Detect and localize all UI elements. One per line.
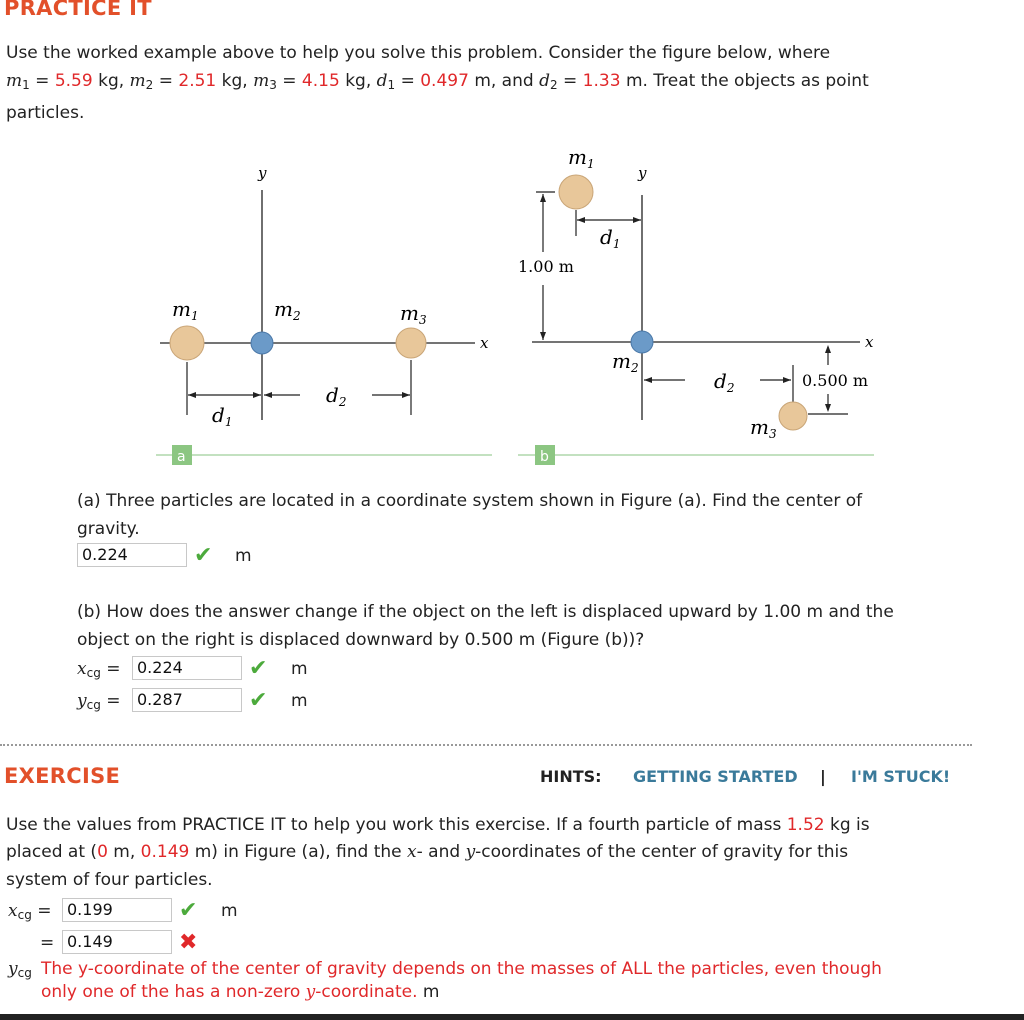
part-b-ycg-input[interactable]: 0.287 xyxy=(132,688,242,712)
d2-value: 1.33 xyxy=(582,71,621,91)
d1-symbol: d xyxy=(376,71,388,91)
exercise-xcg-check-icon: ✔ xyxy=(179,898,198,923)
m3-value: 4.15 xyxy=(301,71,340,91)
exercise-text-1b: kg is xyxy=(830,815,870,835)
exercise-xcg-input[interactable]: 0.199 xyxy=(62,898,172,922)
part-b-xcg-check-icon: ✔ xyxy=(249,656,268,681)
intro-line-2: $m_1 = 5.59$ kg, $m_2 = 2.51$ kg, $m_3 = 4.15$ kg, $d_1 = 0.497$ m, and $d_2 = 1.33$ m. Treat the objects as point xyxy=(6,71,869,92)
exercise-feedback-y-var: y xyxy=(305,982,316,1002)
figure-a-d2-arrowhead-left xyxy=(264,392,272,398)
part-b-ycg-unit: m xyxy=(291,691,308,711)
d2-symbol: d xyxy=(539,71,550,91)
m1-subscript: 1 xyxy=(22,78,30,92)
exercise-text-1a: Use the values from PRACTICE IT to help you work this exercise. If a fourth particle of mass xyxy=(6,815,782,835)
exercise-ycg-cross-icon: ✖ xyxy=(179,930,198,955)
exercise-xcg-unit: m xyxy=(221,901,238,921)
figure-a-tag: a xyxy=(177,449,186,465)
part-b-xcg-equals: = xyxy=(106,659,121,679)
figure-b-d1-arrowhead-left xyxy=(577,217,585,223)
hint-getting-started-link[interactable]: GETTING STARTED xyxy=(633,767,798,786)
figure-b-vert-arrowhead-down xyxy=(540,332,546,340)
figure-b-half-arrowhead-up xyxy=(825,345,831,353)
exercise-feedback-2b: -coordinate. xyxy=(315,982,418,1002)
part-b-xcg-label xyxy=(77,658,120,684)
d1-subscript: 1 xyxy=(387,78,396,92)
part-a-question-line-1: (a) Three particles are located in a coordinate system shown in Figure (a). Find the center of xyxy=(77,491,863,511)
exercise-text-line-3: system of four particles. xyxy=(6,870,213,890)
part-a-unit: m xyxy=(235,546,252,566)
d1-unit: m, and xyxy=(474,71,534,91)
part-b-ycg-subscript: cg xyxy=(86,698,101,712)
exercise-ycg-symbol: y xyxy=(8,959,18,979)
exercise-xcg-subscript: cg xyxy=(17,908,32,922)
exercise-feedback-line-2 xyxy=(41,981,439,1003)
hints-label: HINTS: xyxy=(540,767,602,786)
d2-unit: m. Treat the objects as point xyxy=(625,71,869,91)
figure-a-m1-label: $m_1$ xyxy=(172,297,199,323)
intro-line-3: particles. xyxy=(6,103,85,123)
figure-b-m2-ball xyxy=(631,331,653,353)
figure-b-dist-down: 0.500 m xyxy=(802,371,869,390)
exercise-y-var: y xyxy=(465,842,476,862)
m2-unit: kg, xyxy=(221,71,248,91)
exercise-text-2e: -coordinates of the center of gravity for this xyxy=(475,842,849,862)
figure-a-m2-label: $m_2$ xyxy=(274,297,301,323)
part-b-ycg-label xyxy=(77,690,120,716)
m2-subscript: 2 xyxy=(145,78,154,92)
part-a-question-line-2: gravity. xyxy=(77,519,140,539)
intro-line-1: Use the worked example above to help you solve this problem. Consider the figure below, where xyxy=(6,43,831,63)
part-a-answer-input[interactable]: 0.224 xyxy=(77,543,187,567)
exercise-ycg-input[interactable]: 0.149 xyxy=(62,930,172,954)
exercise-text-line-2 xyxy=(6,841,848,863)
figure-b-y-label: y xyxy=(638,164,647,182)
exercise-xcg-equals: = xyxy=(37,901,52,921)
part-b-ycg-check-icon: ✔ xyxy=(249,688,268,713)
figure-a-d1-arrowhead-left xyxy=(188,392,196,398)
figure-b-x-label: x xyxy=(865,333,874,351)
figure-b-m3-label: $m_3$ xyxy=(750,415,777,441)
figure-a-d2-label: $d_2$ xyxy=(326,383,347,409)
section-divider xyxy=(0,744,972,746)
bottom-edge-bar xyxy=(0,1014,1024,1020)
d1-value: 0.497 xyxy=(420,71,469,91)
part-b-xcg-unit: m xyxy=(291,659,308,679)
part-b-question-line-2: object on the right is displaced downward by 0.500 m (Figure (b))? xyxy=(77,630,645,650)
part-b-ycg-equals: = xyxy=(106,691,121,711)
m2-value: 2.51 xyxy=(178,71,217,91)
exercise-feedback-unit: m xyxy=(422,982,440,1002)
exercise-title: EXERCISE xyxy=(4,764,121,788)
figure-a-m1-ball xyxy=(170,326,204,360)
exercise-mass-value: 1.52 xyxy=(786,815,825,835)
part-b-ycg-symbol: y xyxy=(77,691,87,711)
m1-unit: kg, xyxy=(98,71,125,91)
figure-a-d2-arrowhead-right xyxy=(402,392,410,398)
figure-a-m3-ball xyxy=(396,328,426,358)
figure-b-d2-label: $d_2$ xyxy=(714,369,735,395)
figure-a-d1-arrowhead-right xyxy=(253,392,261,398)
figure-b-m1-ball xyxy=(559,175,593,209)
part-b-question-line-1: (b) How does the answer change if the object on the left is displaced upward by 1.00 m and the xyxy=(77,602,894,622)
exercise-xcg-label xyxy=(8,900,51,926)
m2-symbol: m xyxy=(129,71,146,91)
figure-b-d1-arrowhead-right xyxy=(633,217,641,223)
m1-value: 5.59 xyxy=(54,71,93,91)
exercise-text-2d: - and xyxy=(416,842,461,862)
figure-b-m1-label: $m_1$ xyxy=(568,145,595,171)
figure-b-m2-label: $m_2$ xyxy=(612,349,639,375)
figure-b-m3-ball xyxy=(779,402,807,430)
figure-b-d2-arrowhead-right xyxy=(783,377,791,383)
m3-symbol: m xyxy=(253,71,270,91)
exercise-x-position-value: 0 xyxy=(97,842,108,862)
part-b-xcg-subscript: cg xyxy=(86,666,101,680)
figure-b-half-arrowhead-down xyxy=(825,404,831,412)
figure-a-m2-ball xyxy=(251,332,273,354)
d2-subscript: 2 xyxy=(549,78,558,92)
part-b-xcg-input[interactable]: 0.224 xyxy=(132,656,242,680)
m3-subscript: 3 xyxy=(269,78,277,92)
exercise-xcg-symbol: x xyxy=(8,901,18,921)
figure-a-m3-label: $m_3$ xyxy=(400,301,427,327)
part-b-xcg-symbol: x xyxy=(77,659,87,679)
figure-b-d1-label: $d_1$ xyxy=(600,225,621,251)
m1-symbol: m xyxy=(6,71,23,91)
exercise-y-position-value: 0.149 xyxy=(140,842,190,862)
figure-a-x-label: x xyxy=(480,334,489,352)
exercise-text-2a: placed at ( xyxy=(6,842,98,862)
exercise-text-2c: m) in Figure (a), find the xyxy=(194,842,402,862)
figure-b xyxy=(510,140,890,470)
figure-b-dist-up: 1.00 m xyxy=(518,257,574,276)
practice-it-title: PRACTICE IT xyxy=(4,0,152,20)
exercise-ycg-equals: = xyxy=(40,933,55,953)
exercise-text-2b: m, xyxy=(113,842,136,862)
figure-a-y-label: y xyxy=(258,164,267,182)
exercise-ycg-subscript: cg xyxy=(17,966,32,980)
figure-b-vert-arrowhead-up xyxy=(540,194,546,202)
m3-unit: kg, xyxy=(345,71,372,91)
figure-a-d1-label: $d_1$ xyxy=(212,403,233,429)
part-a-check-icon: ✔ xyxy=(194,543,213,568)
exercise-feedback-line-1: The y-coordinate of the center of gravity depends on the masses of ALL the particles, even though xyxy=(41,959,882,979)
figure-a xyxy=(150,150,510,470)
exercise-text-line-1 xyxy=(6,814,870,836)
exercise-x-var: x xyxy=(407,842,417,862)
hints-separator: | xyxy=(820,767,826,786)
figure-b-tag: b xyxy=(540,449,549,465)
figure-b-d2-arrowhead-left xyxy=(644,377,652,383)
exercise-feedback-2a: only one of the has a non-zero xyxy=(41,982,301,1002)
hint-im-stuck-link[interactable]: I'M STUCK! xyxy=(851,767,951,786)
exercise-ycg-label xyxy=(8,958,32,984)
